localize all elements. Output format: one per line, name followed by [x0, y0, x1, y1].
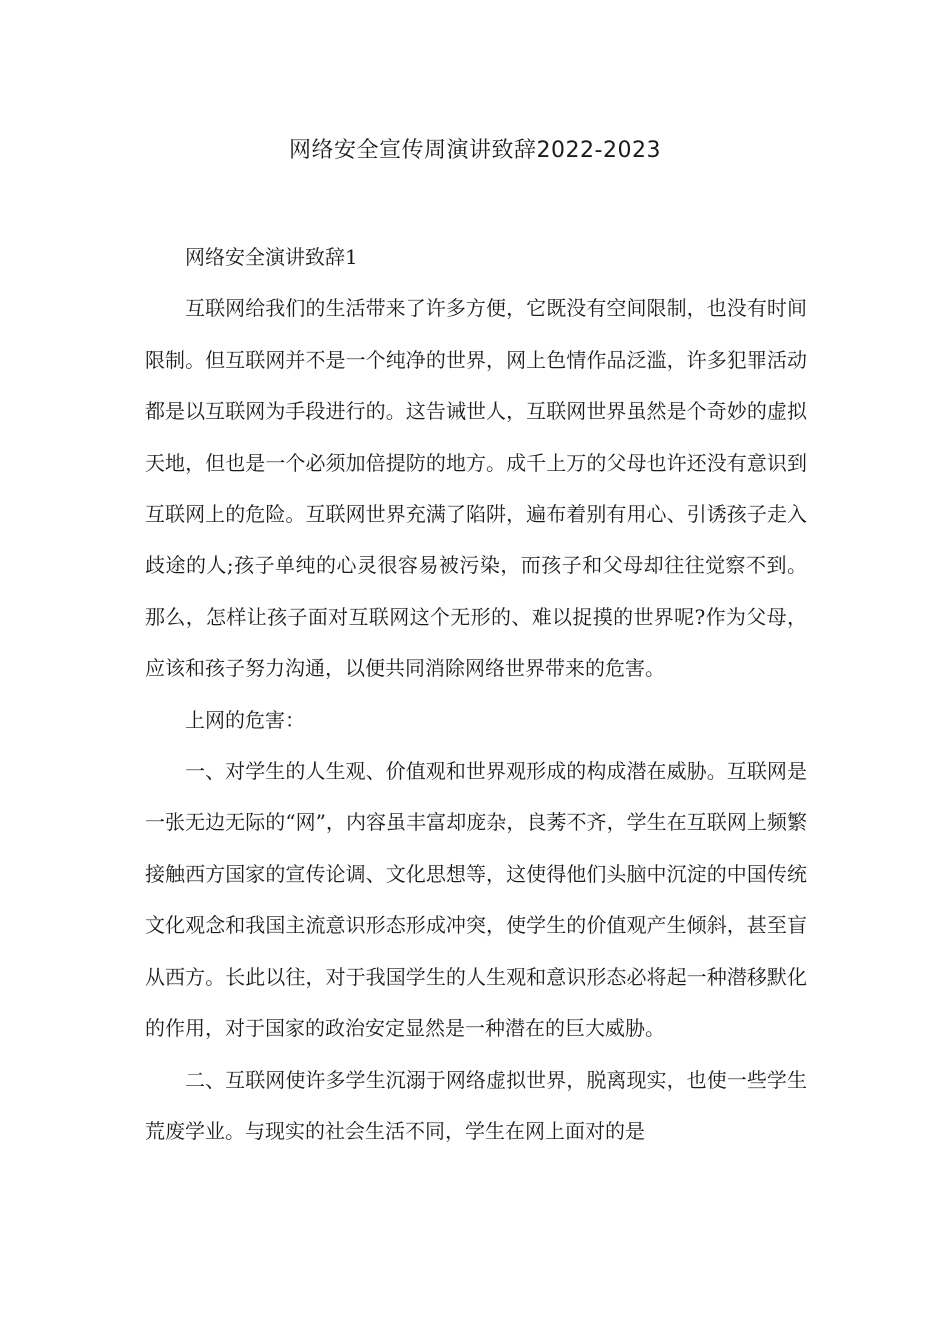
- paragraph: 一、对学生的人生观、价值观和世界观形成的构成潜在威胁。互联网是一张无边无际的“网”，内容虽丰富却庞杂，良莠不齐，学生在互联网上频繁接触西方国家的宣传论调、文化思想等，这使得他们头脑中沉淀的中国传统文化观念和我国主流意识形态形成冲突，使学生的价值观产生倾斜，甚至盲从西方。长此以往，对于我国学生的人生观和意识形态必将起一种潜移默化的作用，对于国家的政治安定显然是一种潜在的巨大威胁。: [145, 759, 807, 1041]
- paragraph: 二、互联网使许多学生沉溺于网络虚拟世界，脱离现实，也使一些学生荒废学业。与现实的社会生活不同，学生在网上面对的是: [145, 1067, 807, 1143]
- paragraph: 上网的危害：: [185, 707, 305, 732]
- section-heading: 网络安全演讲致辞1: [185, 245, 358, 269]
- document-title: 网络安全宣传周演讲致辞2022-2023: [289, 138, 661, 163]
- document-body: [145, 232, 807, 1157]
- paragraph: 互联网给我们的生活带来了许多方便，它既没有空间限制，也没有时间限制。但互联网并不是一个纯净的世界，网上色情作品泛滥，许多犯罪活动都是以互联网为手段进行的。这告诫世人，互联网世界虽然是个奇妙的虚拟天地，但也是一个必须加倍提防的地方。成千上万的父母也许还没有意识到互联网上的危险。互联网世界充满了陷阱，遍布着别有用心、引诱孩子走入歧途的人;孩子单纯的心灵很容易被污染，而孩子和父母却往往觉察不到。那么，怎样让孩子面对互联网这个无形的、难以捉摸的世界呢?作为父母，应该和孩子努力沟通，以便共同消除网络世界带来的危害。: [145, 296, 807, 681]
